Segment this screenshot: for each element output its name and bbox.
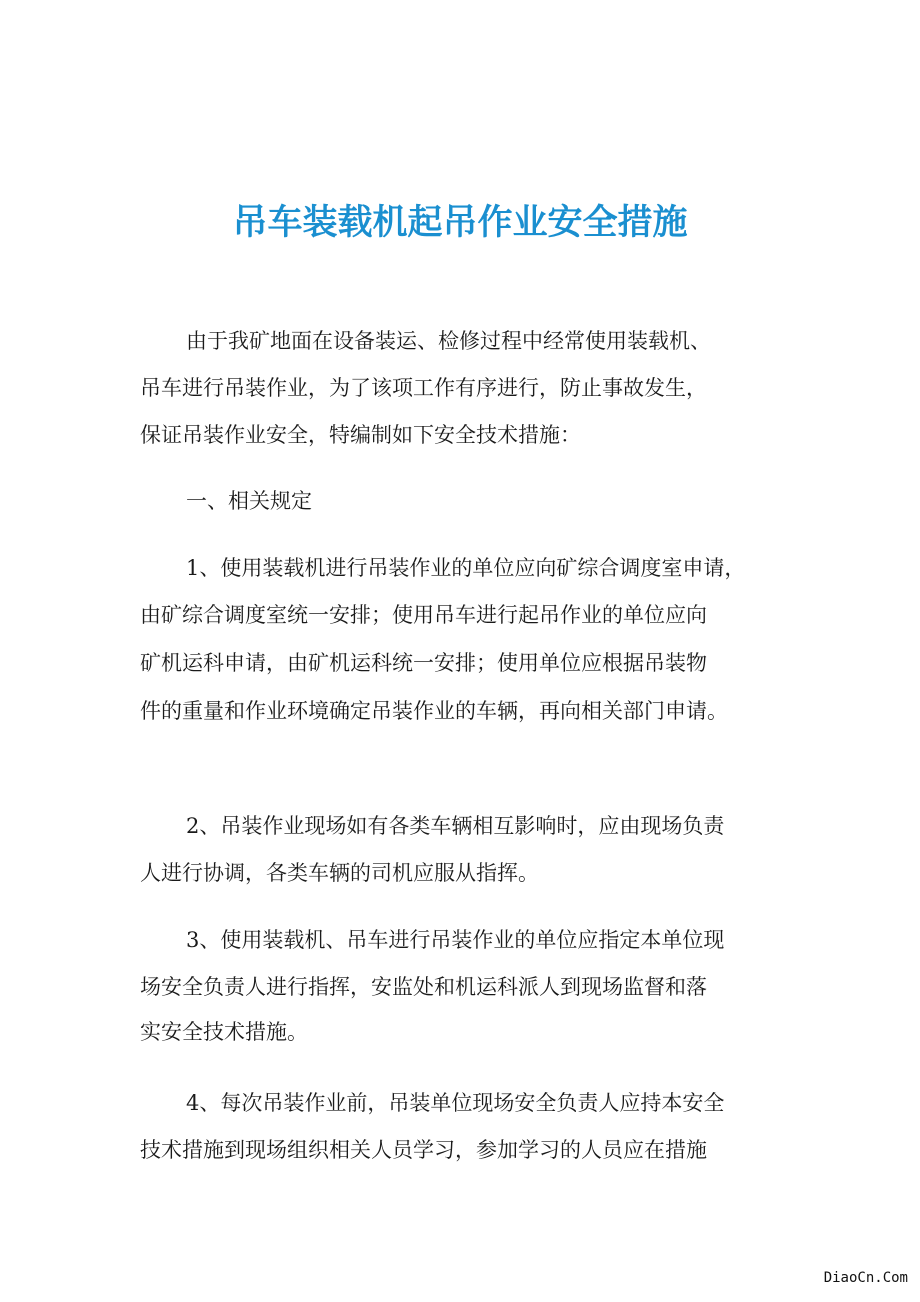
text-line: 人进行协调，各类车辆的司机应服从指挥。 <box>140 861 539 885</box>
text-line: 2、吊装作业现场如有各类车辆相互影响时，应由现场负责 <box>186 814 725 838</box>
text-line: 实安全技术措施。 <box>140 1020 308 1044</box>
text-line: 由于我矿地面在设备装运、检修过程中经常使用装载机、 <box>186 329 711 353</box>
document-title: 吊车装载机起吊作业安全措施 <box>232 203 688 243</box>
text-line: 技术措施到现场组织相关人员学习，参加学习的人员应在措施 <box>140 1138 707 1162</box>
text-line: 保证吊装作业安全，特编制如下安全技术措施： <box>140 423 581 447</box>
text-line: 矿机运科申请，由矿机运科统一安排；使用单位应根据吊装物 <box>140 651 707 675</box>
text-line: 吊车进行吊装作业，为了该项工作有序进行，防止事故发生， <box>140 376 707 400</box>
text-line: 场安全负责人进行指挥，安监处和机运科派人到现场监督和落 <box>140 975 707 999</box>
section-heading: 一、相关规定 <box>186 489 312 513</box>
text-line: 1、使用装载机进行吊装作业的单位应向矿综合调度室申请， <box>186 556 746 580</box>
text-line: 由矿综合调度室统一安排；使用吊车进行起吊作业的单位应向 <box>140 603 707 627</box>
text-line: 件的重量和作业环境确定吊装作业的车辆，再向相关部门申请。 <box>140 699 728 723</box>
text-line: 3、使用装载机、吊车进行吊装作业的单位应指定本单位现 <box>186 928 725 952</box>
text-line: 4、每次吊装作业前，吊装单位现场安全负责人应持本安全 <box>186 1091 725 1115</box>
watermark: DiaoCn.Com <box>823 1270 908 1286</box>
